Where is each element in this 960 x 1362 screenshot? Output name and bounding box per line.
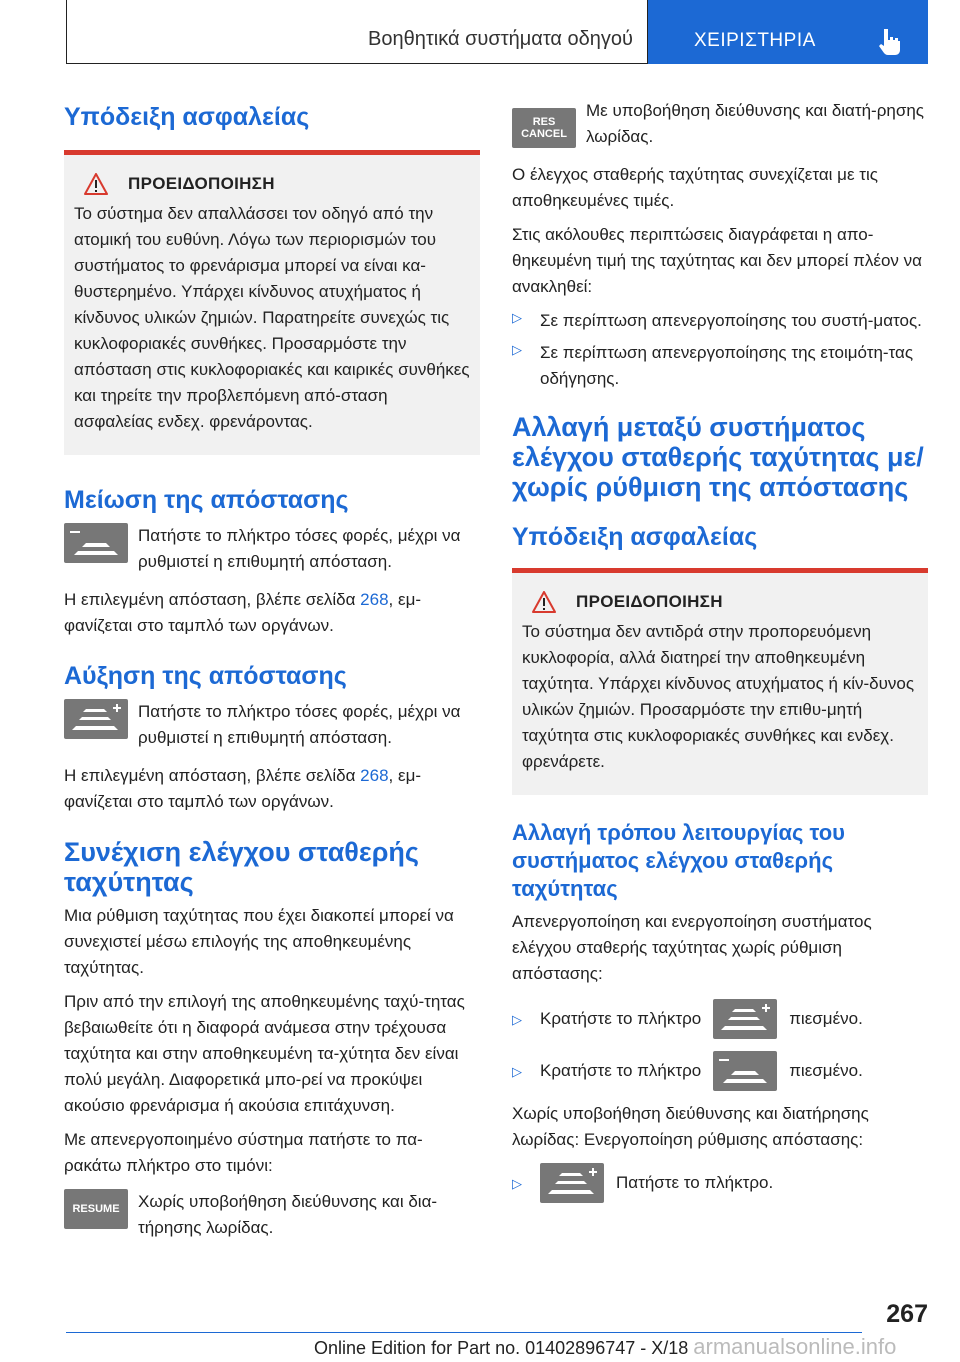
resume-text: Χωρίς υποβοήθηση διεύθυνσης και δια-τήρησης λωρίδας.	[138, 1192, 438, 1237]
distance-increase-key-icon	[540, 1163, 604, 1203]
press-key-text: Πατήστε το πλήκτρο.	[616, 1173, 774, 1192]
page-header	[66, 0, 928, 64]
warning-title-row	[84, 173, 470, 195]
increase-row	[64, 699, 480, 751]
site-watermark: armanualsonline.info	[693, 1334, 897, 1359]
list-item	[512, 1163, 928, 1203]
res-cancel-row	[512, 101, 928, 150]
distance-increase-key-icon	[713, 999, 777, 1039]
page-number: 267	[886, 1300, 928, 1328]
warning-title: ΠΡΟΕΙΔΟΠΟΙΗΣΗ	[128, 174, 275, 193]
bullet-triangle-icon: ▷	[512, 1064, 522, 1079]
bullet-triangle-icon: ▷	[512, 1012, 522, 1027]
resume-row	[64, 1189, 480, 1241]
warning-title: ΠΡΟΕΙΔΟΠΟΙΗΣΗ	[576, 592, 723, 611]
decrease-row	[64, 523, 480, 575]
decrease-note	[64, 587, 480, 639]
decrease-text: Πατήστε το πλήκτρο τόσες φορές, μέχρι να ρυθμιστεί η επιθυμητή απόσταση.	[138, 526, 461, 571]
res-cancel-text: Με υποβοήθηση διεύθυνσης και διατή-ρησης λωρίδας.	[586, 101, 924, 146]
res-cancel-key-icon	[512, 108, 576, 148]
right-paragraph-2: Στις ακόλουθες περιπτώσεις διαγράφεται η απο-θηκευμένη τιμή της ταχύτητας και δεν μπορεί πλέον να ανακληθεί:	[512, 225, 922, 296]
increase-text: Πατήστε το πλήκτρο τόσες φορές, μέχρι να ρυθμιστεί η επιθυμητή απόσταση.	[138, 702, 461, 747]
warning-triangle-icon	[84, 173, 108, 195]
increase-note	[64, 763, 480, 815]
warning-text: Το σύστημα δεν απαλλάσσει τον οδηγό από την ατομική του ευθύνη. Λόγω των περιορισμών του συστήματος το φρενάρισμα μπορεί να είναι κα-θυστερημένο. Υπάρχει κίνδυνος ατυχήματος ή κίνδυνος υλικών ζημιών. Παρατηρείτε συνεχώς τις κυκλοφοριακές συνθήκες. Προσαρμόστε την απόσταση στις κυκλοφοριακές και καιρικές συνθήκες και τηρείτε την προβλεπόμενη από-σταση ασφαλείας ενδεχ. φρενάροντας.	[74, 204, 470, 431]
pointing-hand-icon	[874, 26, 904, 56]
mode-paragraph-2: Χωρίς υποβοήθηση διεύθυνσης και διατήρησης λωρίδας: Ενεργοποίηση ρύθμισης απόστασης:	[512, 1104, 869, 1149]
warning-text: Το σύστημα δεν αντιδρά στην προπορευόμενη κυκλοφορία, αλλά διατηρεί την αποθηκευμένη ταχύτητα. Υπάρχει κίνδυνος ατυχήματος ή κίν-δυνος υλικών ζημιών. Προσαρμόστε την επιθυ-μητή ταχύτητα στις κυκλοφοριακές συνθήκες και ενδεχ. φρενάρετε.	[522, 622, 915, 771]
section-tab	[66, 0, 648, 64]
warning-title-row	[532, 591, 918, 613]
hold-text-end: πιεσμένο.	[789, 1009, 863, 1028]
hold-text: Κρατήστε το πλήκτρο	[540, 1061, 702, 1080]
distance-decrease-key-icon	[713, 1051, 777, 1091]
distance-decrease-key-icon	[64, 523, 128, 563]
hold-text-end: πιεσμένο.	[789, 1061, 863, 1080]
hold-text: Κρατήστε το πλήκτρο	[540, 1009, 702, 1028]
warning-triangle-icon	[532, 591, 556, 613]
continue-heading: Συνέχιση ελέγχου σταθερής ταχύτητας	[64, 837, 419, 897]
edition-info	[314, 1334, 896, 1360]
safety-heading-left: Υπόδειξη ασφαλείας	[64, 103, 310, 131]
page-link-268[interactable]: 268	[360, 590, 389, 609]
edition-text: Online Edition for Part no. 01402896747 - X/18	[314, 1338, 689, 1358]
decrease-note-text-end: , εμ-φανίζεται στο ταμπλό των οργάνων.	[64, 590, 422, 635]
bullet-text: Σε περίπτωση απενεργοποίησης της ετοιμότη-τας οδήγησης.	[540, 343, 914, 388]
page-link-268[interactable]: 268	[360, 766, 389, 785]
increase-heading: Αύξηση της απόστασης	[64, 662, 347, 690]
resume-key-icon: RESUME	[64, 1189, 128, 1229]
continue-paragraph-3: Με απενεργοποιημένο σύστημα πατήστε το πα-ρακάτω πλήκτρο στο τιμόνι:	[64, 1130, 423, 1175]
left-column	[64, 100, 480, 1241]
right-paragraph-1: Ο έλεγχος σταθερής ταχύτητας συνεχίζεται με τις αποθηκευμένες τιμές.	[512, 165, 878, 210]
mode-paragraph-1: Απενεργοποίηση και ενεργοποίηση συστήματος ελέγχου σταθερής ταχύτητας χωρίς ρύθμιση απόστασης:	[512, 912, 872, 983]
cancel-key-label: CANCEL	[521, 128, 567, 140]
chapter-tab[interactable]	[648, 0, 928, 64]
bullet-triangle-icon: ▷	[512, 310, 522, 325]
list-item	[512, 999, 928, 1039]
res-key-label: RES	[532, 116, 556, 128]
footer-divider	[66, 1332, 862, 1333]
list-item	[512, 340, 928, 392]
decrease-note-text: Η επιλεγμένη απόσταση, βλέπε σελίδα	[64, 590, 361, 609]
increase-note-text: Η επιλεγμένη απόσταση, βλέπε σελίδα	[64, 766, 361, 785]
right-column	[512, 101, 928, 1203]
mode-heading: Αλλαγή τρόπου λειτουργίας του συστήματος ελέγχου σταθερής ταχύτητας	[512, 820, 845, 901]
bullet-triangle-icon: ▷	[512, 1176, 522, 1191]
list-item	[512, 1051, 928, 1091]
warning-box-1	[64, 150, 480, 455]
continue-paragraph-2: Πριν από την επιλογή της αποθηκευμένης ταχύ-τητας βεβαιωθείτε ότι η διαφορά ανάμεσα στην τρέχουσα ταχύτητα και στην αποθηκευμένη τα-χύτητα δεν είναι πολύ μεγάλη. Διαφορετικά μπο-ρεί να προκύψει ακούσιο φρενάρισμα ή ακούσια επιτάχυνση.	[64, 992, 465, 1115]
chapter-title: ΧΕΙΡΙΣΤΗΡΙΑ	[694, 30, 816, 51]
list-item	[512, 308, 928, 334]
safety-heading-right: Υπόδειξη ασφαλείας	[512, 523, 758, 551]
decrease-heading: Μείωση της απόστασης	[64, 486, 349, 514]
continue-paragraph-1: Μια ρύθμιση ταχύτητας που έχει διακοπεί μπορεί να συνεχιστεί μέσω επιλογής της αποθηκευμένης ταχύτητας.	[64, 906, 454, 977]
section-title: Βοηθητικά συστήματα οδηγού	[368, 28, 633, 50]
increase-note-text-end: , εμ-φανίζεται στο ταμπλό των οργάνων.	[64, 766, 422, 811]
bullet-text: Σε περίπτωση απενεργοποίησης του συστή-ματος.	[540, 311, 922, 330]
switch-heading: Αλλαγή μεταξύ συστήματος ελέγχου σταθερής ταχύτητας με/χωρίς ρύθμιση της απόστασης	[512, 412, 924, 502]
warning-box-2	[512, 568, 928, 795]
bullet-triangle-icon: ▷	[512, 342, 522, 357]
distance-increase-key-icon	[64, 699, 128, 739]
